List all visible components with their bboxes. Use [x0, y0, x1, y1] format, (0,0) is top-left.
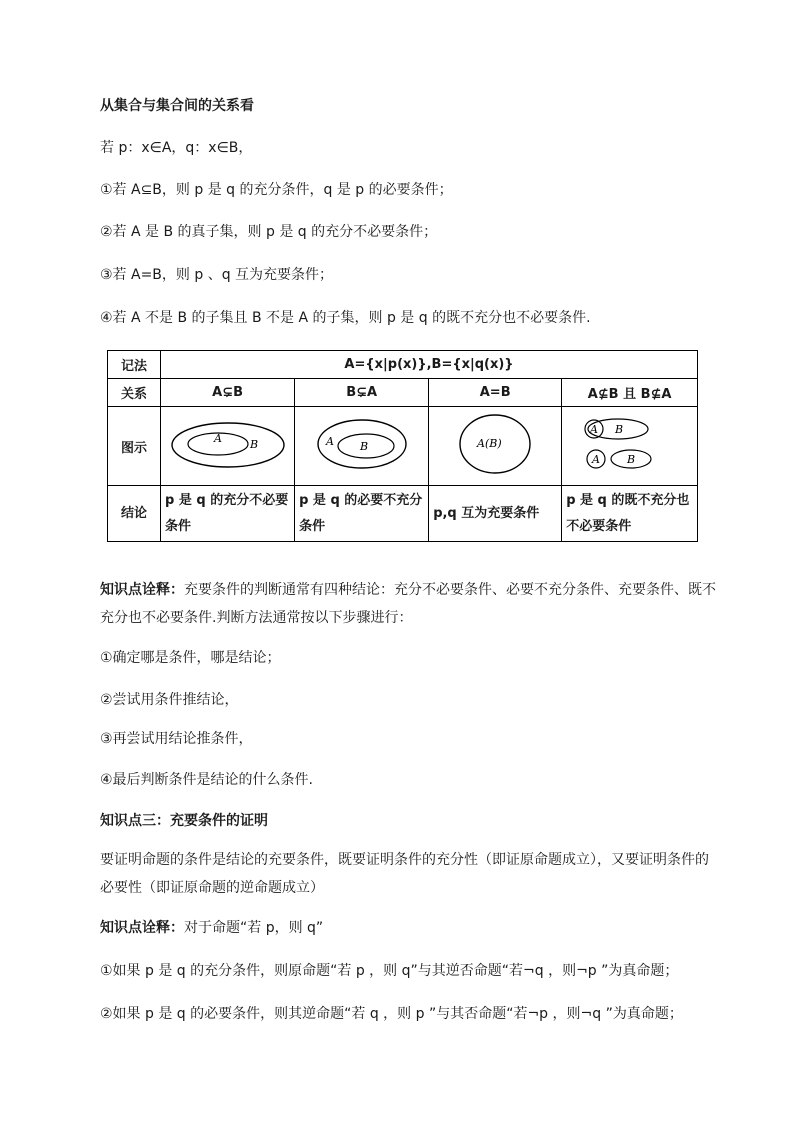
relation-cell: A=B — [429, 379, 562, 407]
step-item: ④最后判断条件是结论的什么条件. — [100, 772, 314, 788]
final-item: ②如果 p 是 q 的必要条件，则其逆命题“若 q ，则 p ”与其否命题“若¬p ，则¬q ”为真命题； — [100, 1006, 683, 1022]
conclusion-cell: p 是 q 的既不充分也不必要条件 — [562, 486, 698, 542]
label-b: B — [249, 438, 258, 451]
note-text: 充要条件的判断通常有四种结论：充分不必要条件、必要不充分条件、充要条件、既不充分也不必要条件.判断方法通常按以下步骤进行： — [100, 582, 716, 626]
list-item: ③若 A=B，则 p 、q 互为充要条件； — [100, 267, 334, 283]
label-a: A — [213, 432, 222, 445]
section-title: 从集合与集合间的关系看 — [100, 98, 254, 114]
relation-table — [107, 350, 698, 542]
section3-title: 知识点三：充要条件的证明 — [100, 813, 268, 829]
diagram-a-equals-b — [429, 407, 562, 486]
label-a: A — [589, 423, 598, 436]
diagram-disjoint — [562, 407, 698, 486]
label-b: B — [359, 440, 368, 453]
diagram-b-subset-a — [295, 407, 429, 486]
label-ab: A(B) — [477, 437, 502, 450]
row-label-diagram: 图示 — [108, 407, 161, 486]
notation-cell: A={x|p(x)},B={x|q(x)} — [161, 351, 698, 379]
relation-cell: A⊊B — [161, 379, 295, 407]
row-label-relation: 关系 — [108, 379, 161, 407]
list-item: ①若 A⊆B，则 p 是 q 的充分条件，q 是 p 的必要条件； — [100, 182, 453, 198]
note2-text: 对于命题“若 p，则 q” — [184, 920, 324, 936]
conclusion-cell: p,q 互为充要条件 — [429, 486, 562, 542]
row-label-notation: 记法 — [108, 351, 161, 379]
diagram-a-subset-b — [161, 407, 295, 486]
relation-cell: B⊊A — [295, 379, 429, 407]
label-a: A — [325, 435, 334, 448]
conclusion-cell: p 是 q 的必要不充分条件 — [295, 486, 429, 542]
note2-line — [100, 918, 323, 938]
list-item: ②若 A 是 B 的真子集，则 p 是 q 的充分不必要条件； — [100, 224, 438, 240]
step-item: ②尝试用条件推结论， — [100, 692, 239, 708]
label-a: A — [591, 453, 600, 466]
relation-cell: A⊈B 且 B⊈A — [562, 379, 698, 407]
conclusion-cell: p 是 q 的充分不必要条件 — [161, 486, 295, 542]
note-label: 知识点诠释： — [100, 582, 184, 598]
row-label-conclusion: 结论 — [108, 486, 161, 542]
step-item: ③再尝试用结论推条件， — [100, 731, 253, 747]
list-item: ④若 A 不是 B 的子集且 B 不是 A 的子集，则 p 是 q 的既不充分也不必要条件. — [100, 310, 591, 326]
note2-label: 知识点诠释： — [100, 920, 184, 936]
section3-paragraph: 要证明命题的条件是结论的充要条件，既要证明条件的充分性（即证原命题成立），又要证明条件的必要性（即证原命题的逆命题成立） — [100, 852, 709, 896]
label-b: B — [626, 453, 635, 466]
final-item: ①如果 p 是 q 的充分条件，则原命题“若 p ，则 q”与其逆否命题“若¬q ，则¬p ”为真命题； — [100, 963, 679, 979]
step-item: ①确定哪是条件，哪是结论； — [100, 650, 281, 666]
note-paragraph — [100, 576, 720, 632]
intro-line: 若 p：x∈A，q：x∈B， — [100, 140, 253, 156]
label-b: B — [614, 423, 623, 436]
